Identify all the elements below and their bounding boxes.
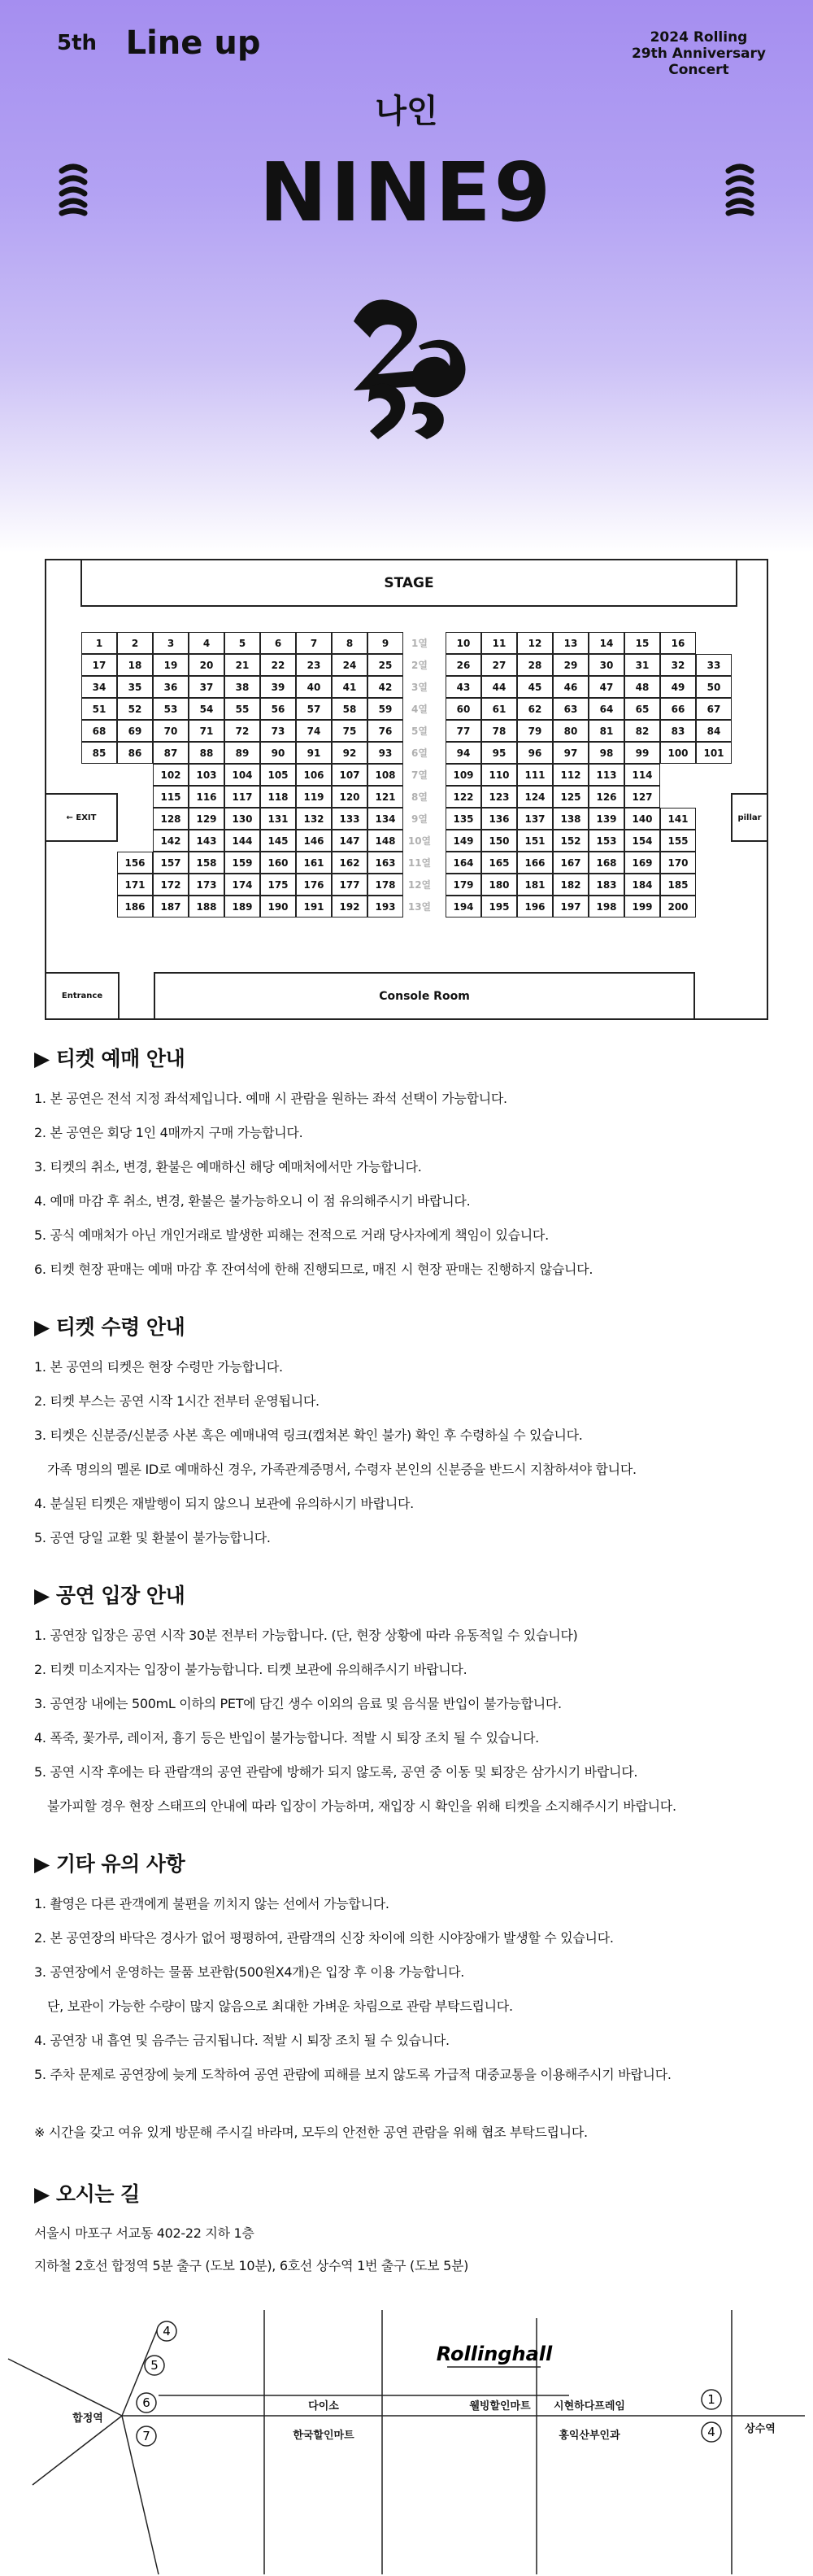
section-item: 1. 본 공연의 티켓은 현장 수령만 가능합니다.	[34, 1359, 283, 1375]
seat[interactable]: 161	[296, 852, 332, 874]
seat[interactable]: 108	[367, 764, 403, 786]
seat[interactable]: 85	[81, 742, 117, 764]
section-item: 3. 공연장 내에는 500mL 이하의 PET에 담긴 생수 이외의 음료 및 음식물 반입이 불가능합니다.	[34, 1696, 562, 1711]
stage-area: STAGE	[80, 560, 737, 607]
seat[interactable]: 5	[224, 632, 260, 654]
section-item: 4. 폭죽, 꽃가루, 레이저, 흉기 등은 반입이 불가능합니다. 적발 시 퇴장 조치 될 수 있습니다.	[34, 1730, 539, 1746]
landmark-daiso: 다이소	[308, 2400, 339, 2413]
notice-text: ※ 시간을 갖고 여유 있게 방문해 주시길 바라며, 모두의 안전한 공연 관람을 위해 협조 부탁드립니다.	[34, 2125, 588, 2140]
seat[interactable]: 68	[81, 720, 117, 742]
seat[interactable]: 10	[446, 632, 481, 654]
section-item: 4. 공연장 내 흡연 및 음주는 금지됩니다. 적발 시 퇴장 조치 될 수 있습니다.	[34, 2033, 450, 2048]
section-item: 5. 주차 문제로 공연장에 늦게 도착하여 공연 관람에 피해를 보지 않도록 가급적 대중교통을 이용해주시기 바랍니다.	[34, 2067, 672, 2082]
seat[interactable]: 175	[260, 874, 296, 896]
seat[interactable]: 113	[589, 764, 624, 786]
section-item: 6. 티켓 현장 판매는 예매 마감 후 잔여석에 한해 진행되므로, 매진 시 현장 판매는 진행하지 않습니다.	[34, 1262, 593, 1277]
section-item: 2. 본 공연은 회당 1인 4매까지 구매 가능합니다.	[34, 1125, 303, 1140]
section-item: 1. 본 공연은 전석 지정 좌석제입니다. 예매 시 관람을 원하는 좌석 선택이 가능합니다.	[34, 1091, 507, 1106]
exit-left-6: 6	[142, 2395, 150, 2410]
location-subway: 지하철 2호선 합정역 5분 출구 (도보 10분), 6호선 상수역 1번 출구 (도보 5분)	[34, 2258, 469, 2273]
street-map	[0, 2302, 813, 2576]
seat[interactable]: 107	[332, 764, 367, 786]
edition-label: 5th	[57, 31, 98, 55]
seat[interactable]: 162	[332, 852, 367, 874]
info-sections	[34, 1043, 782, 2307]
event-line-1: 2024 Rolling	[650, 29, 748, 46]
row-label: 11열	[407, 857, 432, 869]
seat[interactable]: 142	[153, 830, 189, 852]
seat[interactable]: 117	[224, 786, 260, 808]
seat[interactable]: 170	[660, 852, 696, 874]
seat[interactable]: 20	[189, 654, 224, 676]
seat[interactable]: 177	[332, 874, 367, 896]
exit-right-4: 4	[707, 2425, 715, 2439]
seat[interactable]: 14	[589, 632, 624, 654]
section-item: 2. 본 공연장의 바닥은 경사가 없어 평평하여, 관람객의 신장 차이에 의한 시야장애가 발생할 수 있습니다.	[34, 1930, 614, 1946]
seat[interactable]: 34	[81, 676, 117, 698]
seat[interactable]: 24	[332, 654, 367, 676]
exit-left-7: 7	[142, 2429, 150, 2443]
seat[interactable]: 55	[224, 698, 260, 720]
station-sangsu: 상수역	[745, 2423, 776, 2435]
seat[interactable]: 51	[81, 698, 117, 720]
seat[interactable]: 86	[117, 742, 153, 764]
seat[interactable]: 47	[589, 676, 624, 698]
section-title: ▶ 티켓 예매 안내	[34, 1047, 185, 1070]
section-item: 1. 공연장 입장은 공연 시작 30분 전부터 가능합니다. (단, 현장 상황에 따라 유동적일 수 있습니다)	[34, 1628, 578, 1643]
seat[interactable]: 167	[553, 852, 589, 874]
seat[interactable]: 19	[153, 654, 189, 676]
station-hapjeong: 합정역	[72, 2413, 103, 2425]
seat[interactable]: 178	[367, 874, 403, 896]
seat[interactable]: 65	[624, 698, 660, 720]
hero-left-heading	[57, 24, 260, 62]
seat[interactable]: 106	[296, 764, 332, 786]
seat[interactable]: 99	[624, 742, 660, 764]
seat[interactable]: 60	[446, 698, 481, 720]
seat[interactable]: 144	[224, 830, 260, 852]
seat[interactable]: 138	[553, 808, 589, 830]
lineup-label: Line up	[125, 24, 261, 62]
seat[interactable]: 25	[367, 654, 403, 676]
seat[interactable]: 73	[260, 720, 296, 742]
seat[interactable]: 145	[260, 830, 296, 852]
seat[interactable]: 164	[446, 852, 481, 874]
section-list	[34, 1082, 782, 1287]
row-label: 12열	[407, 879, 432, 891]
row-label: 9열	[411, 813, 428, 825]
seat[interactable]: 66	[660, 698, 696, 720]
seat[interactable]: 160	[260, 852, 296, 874]
seat[interactable]: 59	[367, 698, 403, 720]
directions-map	[0, 2302, 813, 2576]
section-item: 4. 예매 마감 후 취소, 변경, 환불은 불가능하오니 이 점 유의해주시기 바랍니다.	[34, 1193, 471, 1209]
seat[interactable]: 149	[446, 830, 481, 852]
seat[interactable]: 64	[589, 698, 624, 720]
seat[interactable]: 30	[589, 654, 624, 676]
section-item: 3. 티켓의 취소, 변경, 환불은 예매하신 해당 예매처에서만 가능합니다.	[34, 1159, 422, 1175]
seat[interactable]: 111	[517, 764, 553, 786]
seat[interactable]: 187	[153, 896, 189, 918]
seat[interactable]: 166	[517, 852, 553, 874]
exit-right-1: 1	[707, 2392, 715, 2407]
seat[interactable]: 7	[296, 632, 332, 654]
seat[interactable]: 12	[517, 632, 553, 654]
exit-left-4: 4	[163, 2324, 171, 2338]
section-item: 5. 공연 당일 교환 및 환불이 불가능합니다.	[34, 1530, 271, 1545]
pillar-area: pillar	[731, 793, 767, 842]
seat[interactable]: 123	[481, 786, 517, 808]
seat[interactable]: 104	[224, 764, 260, 786]
seat[interactable]: 181	[517, 874, 553, 896]
seat[interactable]: 156	[117, 852, 153, 874]
seat[interactable]: 146	[296, 830, 332, 852]
seat[interactable]: 87	[153, 742, 189, 764]
section-item: 2. 티켓 부스는 공연 시작 1시간 전부터 운영됩니다.	[34, 1393, 320, 1409]
seat[interactable]: 81	[589, 720, 624, 742]
landmark-wellbeing-mart: 웰빙할인마트	[469, 2400, 531, 2413]
seat[interactable]: 151	[517, 830, 553, 852]
seat[interactable]: 45	[517, 676, 553, 698]
seat[interactable]: 176	[296, 874, 332, 896]
event-title	[632, 29, 766, 78]
event-line-3: Concert	[668, 62, 729, 78]
seat[interactable]: 125	[553, 786, 589, 808]
section-item: 1. 촬영은 다른 관객에게 불편을 끼치지 않는 선에서 가능합니다.	[34, 1896, 389, 1911]
seat[interactable]: 155	[660, 830, 696, 852]
seat[interactable]: 80	[553, 720, 589, 742]
seat[interactable]: 122	[446, 786, 481, 808]
seat[interactable]: 136	[481, 808, 517, 830]
seat[interactable]: 129	[189, 808, 224, 830]
row-label: 5열	[411, 726, 428, 737]
seat[interactable]: 101	[696, 742, 732, 764]
section-title: ▶ 티켓 수령 안내	[34, 1315, 185, 1339]
seat[interactable]: 88	[189, 742, 224, 764]
seat[interactable]: 33	[696, 654, 732, 676]
seat[interactable]: 46	[553, 676, 589, 698]
entrance-area: Entrance	[46, 972, 120, 1018]
seat[interactable]: 163	[367, 852, 403, 874]
row-label: 3열	[411, 682, 428, 693]
seat[interactable]: 114	[624, 764, 660, 786]
info-section	[34, 1043, 782, 1287]
seat[interactable]: 118	[260, 786, 296, 808]
info-section	[34, 1311, 782, 1555]
seat[interactable]: 97	[553, 742, 589, 764]
seat[interactable]: 128	[153, 808, 189, 830]
venue-logo: Rollinghall	[436, 2343, 553, 2365]
seat[interactable]: 168	[589, 852, 624, 874]
seat[interactable]: 29	[553, 654, 589, 676]
seat[interactable]: 1	[81, 632, 117, 654]
seat[interactable]: 42	[367, 676, 403, 698]
row-label: 4열	[411, 704, 428, 715]
seat[interactable]: 179	[446, 874, 481, 896]
seat[interactable]: 134	[367, 808, 403, 830]
seat[interactable]: 52	[117, 698, 153, 720]
seat[interactable]: 26	[446, 654, 481, 676]
seat[interactable]: 4	[189, 632, 224, 654]
seat[interactable]: 79	[517, 720, 553, 742]
seat[interactable]: 76	[367, 720, 403, 742]
seat[interactable]: 70	[153, 720, 189, 742]
seat[interactable]: 6	[260, 632, 296, 654]
seat[interactable]: 198	[589, 896, 624, 918]
seat[interactable]: 140	[624, 808, 660, 830]
seat[interactable]: 124	[517, 786, 553, 808]
seat[interactable]: 27	[481, 654, 517, 676]
seat[interactable]: 105	[260, 764, 296, 786]
seat[interactable]: 75	[332, 720, 367, 742]
section-list	[34, 1887, 782, 2092]
anniversary-emblem-icon	[337, 289, 476, 443]
seat[interactable]: 185	[660, 874, 696, 896]
seat[interactable]: 74	[296, 720, 332, 742]
seat[interactable]: 182	[553, 874, 589, 896]
seat[interactable]: 133	[332, 808, 367, 830]
seat[interactable]: 72	[224, 720, 260, 742]
seat[interactable]: 32	[660, 654, 696, 676]
seat[interactable]: 49	[660, 676, 696, 698]
section-item: 3. 공연장에서 운영하는 물품 보관함(500원X4개)은 입장 후 이용 가능합니다.	[34, 1964, 465, 1980]
seat[interactable]: 3	[153, 632, 189, 654]
seat[interactable]: 53	[153, 698, 189, 720]
seat[interactable]: 192	[332, 896, 367, 918]
seat[interactable]: 57	[296, 698, 332, 720]
seat[interactable]: 41	[332, 676, 367, 698]
seat[interactable]: 38	[224, 676, 260, 698]
seat[interactable]: 153	[589, 830, 624, 852]
seat[interactable]: 31	[624, 654, 660, 676]
seat[interactable]: 194	[446, 896, 481, 918]
seat[interactable]: 90	[260, 742, 296, 764]
row-label: 1열	[411, 638, 428, 649]
seat[interactable]: 40	[296, 676, 332, 698]
hero-banner	[0, 0, 813, 553]
seat[interactable]: 148	[367, 830, 403, 852]
section-item: 5. 공연 시작 후에는 타 관람객의 공연 관람에 방해가 되지 않도록, 공연 중 이동 및 퇴장은 삼가시기 바랍니다.	[34, 1764, 638, 1780]
seat[interactable]: 17	[81, 654, 117, 676]
section-item: 단, 보관이 가능한 수량이 많지 않음으로 최대한 가벼운 차림으로 관람 부탁드립니다.	[47, 1998, 513, 2014]
row-label: 10열	[407, 835, 432, 847]
seat[interactable]: 23	[296, 654, 332, 676]
seat[interactable]: 21	[224, 654, 260, 676]
seat[interactable]: 154	[624, 830, 660, 852]
seat[interactable]: 61	[481, 698, 517, 720]
section-item: 불가피할 경우 현장 스태프의 안내에 따라 입장이 가능하며, 재입장 시 확인을 위해 티켓을 소지해주시기 바랍니다.	[47, 1798, 676, 1814]
seat[interactable]: 92	[332, 742, 367, 764]
seat[interactable]: 67	[696, 698, 732, 720]
seat[interactable]: 131	[260, 808, 296, 830]
seat[interactable]: 200	[660, 896, 696, 918]
seat[interactable]: 77	[446, 720, 481, 742]
event-line-2: 29th Anniversary	[631, 46, 766, 62]
seat[interactable]: 102	[153, 764, 189, 786]
seat[interactable]: 141	[660, 808, 696, 830]
seat[interactable]: 115	[153, 786, 189, 808]
seat[interactable]: 180	[481, 874, 517, 896]
seat-map	[45, 559, 768, 1020]
seat[interactable]: 197	[553, 896, 589, 918]
seat[interactable]: 13	[553, 632, 589, 654]
seat[interactable]: 158	[189, 852, 224, 874]
seat[interactable]: 147	[332, 830, 367, 852]
seat[interactable]: 157	[153, 852, 189, 874]
location-title: ▶ 오시는 길	[34, 2182, 140, 2206]
seat[interactable]: 191	[296, 896, 332, 918]
section-item: 가족 명의의 멜론 ID로 예매하신 경우, 가족관계증명서, 수령자 본인의 신분증을 반드시 지참하셔야 합니다.	[47, 1462, 637, 1477]
seat[interactable]: 152	[553, 830, 589, 852]
seat[interactable]: 130	[224, 808, 260, 830]
artist-name-korean: 나인	[375, 93, 438, 130]
seat[interactable]: 35	[117, 676, 153, 698]
seat[interactable]: 190	[260, 896, 296, 918]
seat[interactable]: 62	[517, 698, 553, 720]
seat[interactable]: 15	[624, 632, 660, 654]
seat[interactable]: 58	[332, 698, 367, 720]
seat[interactable]: 89	[224, 742, 260, 764]
seat[interactable]: 84	[696, 720, 732, 742]
seat[interactable]: 9	[367, 632, 403, 654]
row-label: 2열	[411, 660, 428, 671]
info-section	[34, 1580, 782, 1824]
seat[interactable]: 195	[481, 896, 517, 918]
seat[interactable]: 39	[260, 676, 296, 698]
artist-name-english: NINE9	[259, 145, 554, 240]
seat[interactable]: 196	[517, 896, 553, 918]
exit-area: ← EXIT	[46, 793, 118, 842]
section-item: 5. 공식 예매처가 아닌 개인거래로 발생한 피해는 전적으로 거래 당사자에게 책임이 있습니다.	[34, 1227, 549, 1243]
seat[interactable]: 112	[553, 764, 589, 786]
section-item: 2. 티켓 미소지자는 입장이 불가능합니다. 티켓 보관에 유의해주시기 바랍니다.	[34, 1662, 467, 1677]
section-item: 4. 분실된 티켓은 재발행이 되지 않으니 보관에 유의하시기 바랍니다.	[34, 1496, 414, 1511]
seat[interactable]: 8	[332, 632, 367, 654]
info-section	[34, 1848, 782, 2092]
seat[interactable]: 18	[117, 654, 153, 676]
seat[interactable]: 199	[624, 896, 660, 918]
seat[interactable]: 165	[481, 852, 517, 874]
seat[interactable]: 83	[660, 720, 696, 742]
seat[interactable]: 36	[153, 676, 189, 698]
section-title: ▶ 공연 입장 안내	[34, 1584, 185, 1607]
row-label: 7열	[411, 769, 428, 781]
seat[interactable]: 150	[481, 830, 517, 852]
seat[interactable]: 22	[260, 654, 296, 676]
location-address: 서울시 마포구 서교동 402-22 지하 1층	[34, 2225, 254, 2241]
seat[interactable]: 71	[189, 720, 224, 742]
location-section	[34, 2178, 782, 2282]
seat[interactable]: 119	[296, 786, 332, 808]
seat[interactable]: 171	[117, 874, 153, 896]
seat[interactable]: 143	[189, 830, 224, 852]
seat[interactable]: 174	[224, 874, 260, 896]
seat[interactable]: 109	[446, 764, 481, 786]
seat[interactable]: 11	[481, 632, 517, 654]
seat[interactable]: 193	[367, 896, 403, 918]
exit-left-5: 5	[150, 2358, 159, 2373]
seat[interactable]: 37	[189, 676, 224, 698]
seat[interactable]: 110	[481, 764, 517, 786]
seat[interactable]: 63	[553, 698, 589, 720]
seat[interactable]: 16	[660, 632, 696, 654]
seat[interactable]: 127	[624, 786, 660, 808]
seat[interactable]: 116	[189, 786, 224, 808]
seat[interactable]: 50	[696, 676, 732, 698]
row-label: 13열	[407, 901, 432, 913]
seat[interactable]: 82	[624, 720, 660, 742]
row-label: 8열	[411, 791, 428, 803]
seat[interactable]: 28	[517, 654, 553, 676]
seat[interactable]: 121	[367, 786, 403, 808]
seat[interactable]: 48	[624, 676, 660, 698]
seat[interactable]: 43	[446, 676, 481, 698]
section-title: ▶ 기타 유의 사항	[34, 1852, 185, 1876]
seat[interactable]: 94	[446, 742, 481, 764]
seat[interactable]: 56	[260, 698, 296, 720]
section-list	[34, 1619, 782, 1824]
seat[interactable]: 186	[117, 896, 153, 918]
seat[interactable]: 184	[624, 874, 660, 896]
landmark-cinema: 시현하다프레임	[554, 2400, 625, 2413]
seat[interactable]: 95	[481, 742, 517, 764]
seat[interactable]: 173	[189, 874, 224, 896]
landmark-clinic: 홍익산부인과	[559, 2430, 620, 2442]
seat[interactable]: 172	[153, 874, 189, 896]
seat[interactable]: 2	[117, 632, 153, 654]
section-item: 3. 티켓은 신분증/신분증 사본 혹은 예매내역 링크(캡쳐본 확인 불가) 확인 후 수령하실 수 있습니다.	[34, 1427, 583, 1443]
seat[interactable]: 44	[481, 676, 517, 698]
seat[interactable]: 169	[624, 852, 660, 874]
seat[interactable]: 120	[332, 786, 367, 808]
seat[interactable]: 103	[189, 764, 224, 786]
seat[interactable]: 189	[224, 896, 260, 918]
row-label: 6열	[411, 748, 428, 759]
seat[interactable]: 91	[296, 742, 332, 764]
seat[interactable]: 183	[589, 874, 624, 896]
seat[interactable]: 188	[189, 896, 224, 918]
seat[interactable]: 78	[481, 720, 517, 742]
console-room-area: Console Room	[154, 972, 695, 1018]
seat[interactable]: 126	[589, 786, 624, 808]
seat[interactable]: 98	[589, 742, 624, 764]
seat[interactable]: 159	[224, 852, 260, 874]
seat[interactable]: 54	[189, 698, 224, 720]
seat[interactable]: 100	[660, 742, 696, 764]
seat[interactable]: 135	[446, 808, 481, 830]
section-list	[34, 1350, 782, 1555]
seat[interactable]: 93	[367, 742, 403, 764]
seat[interactable]: 69	[117, 720, 153, 742]
seat[interactable]: 96	[517, 742, 553, 764]
seat[interactable]: 132	[296, 808, 332, 830]
landmark-korea-mart: 한국할인마트	[293, 2430, 354, 2442]
seat[interactable]: 139	[589, 808, 624, 830]
seat[interactable]: 137	[517, 808, 553, 830]
